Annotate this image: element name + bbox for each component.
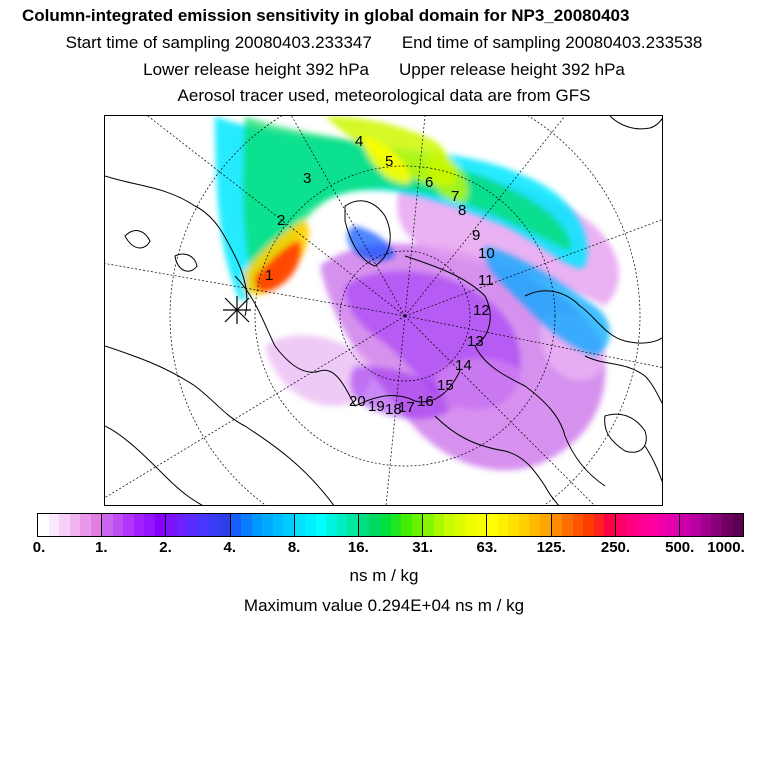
trajectory-label: 8 (458, 202, 467, 219)
maximum-value-label: Maximum value 0.294E+04 ns m / kg (243, 596, 525, 615)
colorbar-swatch (604, 514, 616, 536)
colorbar-swatch (626, 514, 637, 536)
colorbar-swatch (283, 514, 295, 536)
colorbar-swatch (316, 514, 327, 536)
colorbar-swatch (113, 514, 124, 536)
trajectory-label: 18 (385, 401, 402, 418)
trajectory-label: 13 (467, 333, 484, 350)
colorbar-swatch (423, 514, 434, 536)
trajectory-label: 16 (417, 393, 434, 410)
colorbar-swatch (209, 514, 220, 536)
colorbar-swatch (540, 514, 552, 536)
trajectory-label: 4 (355, 133, 364, 150)
colorbar-swatch (701, 514, 712, 536)
trajectory-label: 19 (368, 398, 385, 415)
colorbar-swatch (465, 514, 476, 536)
colorbar-swatch (326, 514, 337, 536)
colorbar-swatch (498, 514, 509, 536)
colorbar-swatch (70, 514, 81, 536)
colorbar-swatch (690, 514, 701, 536)
colorbar-swatch (552, 514, 563, 536)
colorbar-swatch (476, 514, 488, 536)
colorbar-swatch (177, 514, 188, 536)
lower-release-label: Lower release height 392 hPa (143, 60, 369, 79)
colorbar-tick-label: 0. (32, 539, 46, 556)
colorbar-swatch (711, 514, 722, 536)
colorbar-swatch (583, 514, 594, 536)
colorbar-tick-label: 125. (536, 539, 566, 556)
colorbar-tick-label: 500. (665, 539, 695, 556)
colorbar-swatch (273, 514, 284, 536)
trajectory-label: 3 (303, 170, 312, 187)
colorbar-swatch (455, 514, 466, 536)
colorbar-tick-label: 2. (159, 539, 172, 556)
colorbar-swatch (434, 514, 445, 536)
colorbar (37, 513, 744, 537)
colorbar-swatch (380, 514, 391, 536)
colorbar-swatch (369, 514, 380, 536)
plot-title: Column-integrated emission sensitivity in global domain for NP3_20080403 (22, 6, 630, 25)
colorbar-swatch (49, 514, 60, 536)
colorbar-swatch (562, 514, 573, 536)
release-point-star (223, 296, 251, 324)
upper-release-label: Upper release height 392 hPa (399, 60, 625, 79)
colorbar-swatch (444, 514, 455, 536)
colorbar-tick-label: 250. (600, 539, 631, 556)
colorbar-swatch (241, 514, 252, 536)
colorbar-swatch (295, 514, 306, 536)
colorbar-tick-label: 16. (347, 539, 369, 556)
trajectory-label: 7 (451, 188, 460, 205)
colorbar-swatch (647, 514, 658, 536)
colorbar-swatch (187, 514, 198, 536)
colorbar-unit: ns m / kg (349, 566, 419, 585)
colorbar-swatch (616, 514, 627, 536)
colorbar-swatch (231, 514, 242, 536)
colorbar-swatch (347, 514, 359, 536)
colorbar-swatch (519, 514, 530, 536)
trajectory-label: 9 (472, 227, 481, 244)
colorbar-swatch (91, 514, 103, 536)
end-time-label: End time of sampling 20080403.233538 (401, 33, 703, 52)
colorbar-swatch (38, 514, 49, 536)
colorbar-tick-label: 1. (95, 539, 108, 556)
map-panel (104, 115, 663, 506)
colorbar-tick-label: 63. (476, 539, 498, 556)
colorbar-swatch (594, 514, 605, 536)
colorbar-swatch (680, 514, 691, 536)
colorbar-tick-label: 8. (287, 539, 301, 556)
map-canvas (105, 116, 663, 506)
trajectory-label: 17 (398, 399, 415, 416)
colorbar-swatch (219, 514, 231, 536)
colorbar-swatch (305, 514, 316, 536)
colorbar-swatch (198, 514, 209, 536)
colorbar-swatch (391, 514, 402, 536)
colorbar-tick-label: 31. (412, 539, 434, 556)
colorbar-swatch (166, 514, 177, 536)
trajectory-label: 14 (455, 357, 472, 374)
colorbar-swatch (123, 514, 134, 536)
colorbar-swatch (359, 514, 370, 536)
colorbar-swatch (658, 514, 669, 536)
colorbar-swatch (637, 514, 648, 536)
colorbar-swatch (508, 514, 519, 536)
colorbar-swatch (144, 514, 155, 536)
trajectory-label: 11 (478, 272, 494, 289)
trajectory-label: 20 (349, 393, 366, 410)
colorbar-swatch (80, 514, 91, 536)
sampling-times (0, 33, 768, 53)
colorbar-swatch (573, 514, 584, 536)
tracer-info: Aerosol tracer used, meteorological data are from GFS (177, 86, 591, 105)
colorbar-swatch (722, 514, 733, 536)
colorbar-tick-label: 4. (223, 539, 237, 556)
colorbar-swatch (155, 514, 167, 536)
trajectory-label: 12 (473, 302, 490, 319)
trajectory-label: 6 (425, 174, 434, 191)
colorbar-swatch (733, 514, 744, 536)
colorbar-tick-label: 1000. (707, 539, 745, 556)
colorbar-swatch (668, 514, 680, 536)
start-time-label: Start time of sampling 20080403.233347 (65, 33, 372, 52)
colorbar-swatch (401, 514, 412, 536)
trajectory-label: 2 (277, 212, 286, 229)
trajectory-label: 10 (478, 245, 495, 262)
colorbar-swatch (252, 514, 263, 536)
colorbar-swatch (337, 514, 348, 536)
trajectory-label: 15 (437, 377, 454, 394)
trajectory-label: 1 (265, 267, 274, 284)
colorbar-swatch (487, 514, 498, 536)
release-heights (0, 60, 768, 80)
colorbar-swatch (529, 514, 540, 536)
colorbar-swatch (134, 514, 145, 536)
colorbar-swatch (59, 514, 70, 536)
colorbar-swatch (262, 514, 273, 536)
colorbar-swatch (412, 514, 424, 536)
colorbar-swatch (102, 514, 113, 536)
trajectory-label: 5 (385, 153, 394, 170)
